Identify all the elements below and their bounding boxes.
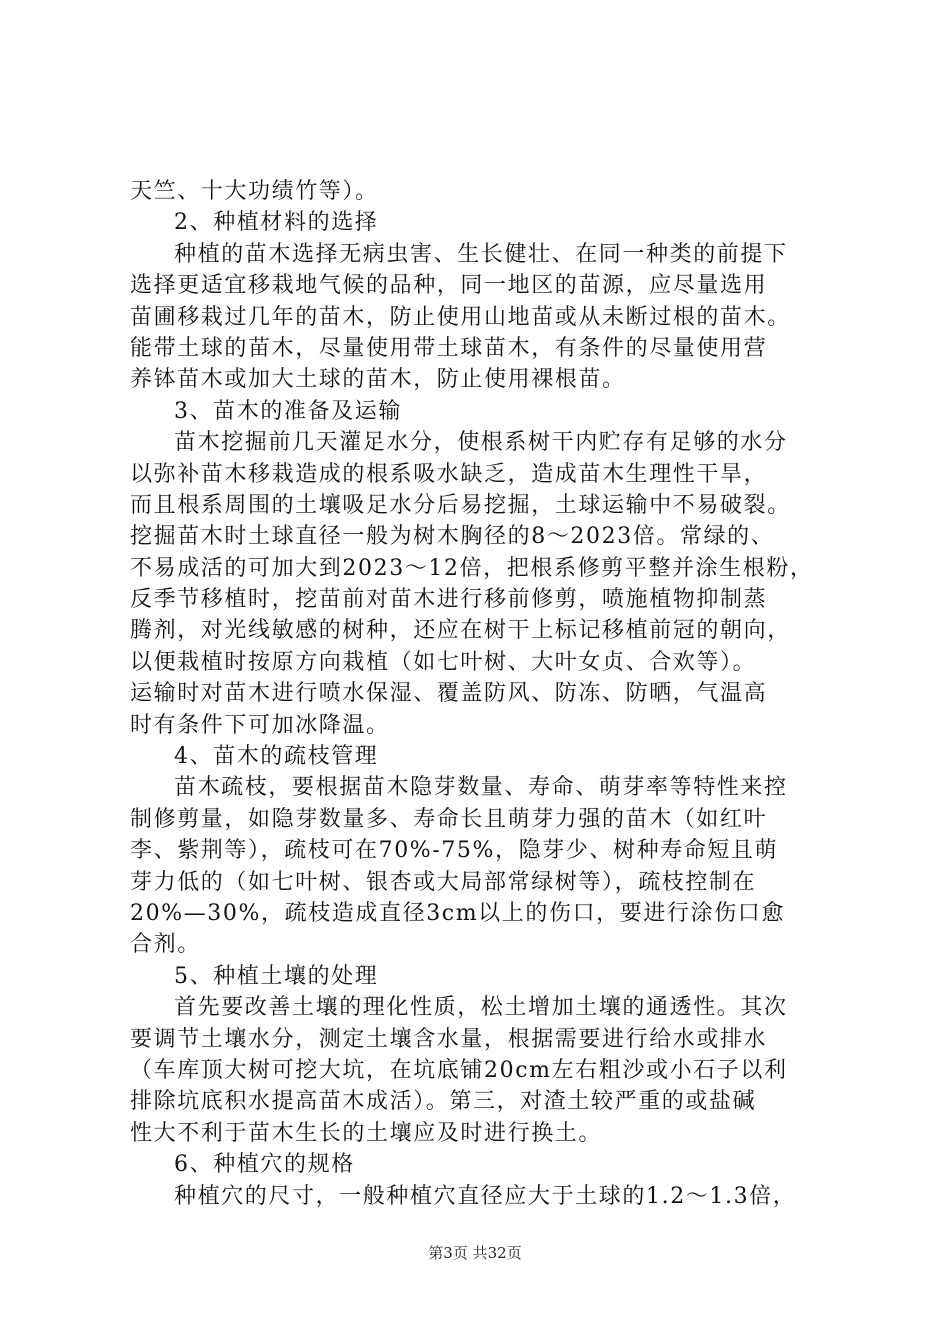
text-line: 挖掘苗木时土球直径一般为树木胸径的8～2023倍。常绿的、 xyxy=(130,524,775,550)
text-line: 合剂。 xyxy=(130,932,201,958)
text-line: 要调节土壤水分，测定土壤含水量，根据需要进行给水或排水 xyxy=(130,1026,768,1052)
text-line: 养钵苗木或加大土球的苗木，防止使用裸根苗。 xyxy=(130,367,626,393)
text-line: 4、苗木的疏枝管理 xyxy=(174,744,379,770)
text-line: 苗圃移栽过几年的苗木，防止使用山地苗或从未断过根的苗木。 xyxy=(130,304,791,330)
text-line: 6、种植穴的规格 xyxy=(174,1152,355,1178)
text-line: 2、种植材料的选择 xyxy=(174,210,379,236)
text-line: 制修剪量，如隐芽数量多、寿命长且萌芽力强的苗木（如红叶 xyxy=(130,806,768,832)
text-line: 以弥补苗木移栽造成的根系吸水缺乏，造成苗木生理性干旱， xyxy=(130,461,768,487)
text-line: 以便栽植时按原方向栽植（如七叶树、大叶女贞、合欢等）。 xyxy=(130,649,757,675)
text-line: 反季节移植时，挖苗前对苗木进行移前修剪，喷施植物抑制蒸 xyxy=(130,587,768,613)
text-line: 种植的苗木选择无病虫害、生长健壮、在同一种类的前提下 xyxy=(174,241,788,267)
text-line: 性大不利于苗木生长的土壤应及时进行换土。 xyxy=(130,1120,603,1146)
text-line: 选择更适宜移栽地气候的品种，同一地区的苗源，应尽量选用 xyxy=(130,273,768,299)
body-text xyxy=(130,176,850,1212)
text-line: 天竺、十大功绩竹等）。 xyxy=(130,179,379,204)
text-line: 时有条件下可加冰降温。 xyxy=(130,712,390,738)
text-line: 苗木挖掘前几天灌足水分，使根系树干内贮存有足够的水分 xyxy=(174,430,788,456)
text-line: 腾剂，对光线敏感的树种，还应在树干上标记移植前冠的朝向， xyxy=(130,618,791,644)
text-line: 排除坑底积水提高苗木成活）。第三，对渣土较严重的或盐碱 xyxy=(130,1089,757,1115)
text-line: （车库顶大树可挖大坑，在坑底铺20cm左右粗沙或小石子以利 xyxy=(130,1057,788,1083)
text-line: 而且根系周围的土壤吸足水分后易挖掘，土球运输中不易破裂。 xyxy=(130,492,791,518)
text-line: 不易成活的可加大到2023～12倍，把根系修剪平整并涂生根粉， xyxy=(130,555,814,581)
text-line: 能带土球的苗木，尽量使用带土球苗木，有条件的尽量使用营 xyxy=(130,335,768,361)
text-line: 首先要改善土壤的理化性质，松土增加土壤的通透性。其次 xyxy=(174,995,788,1021)
text-line: 运输时对苗木进行喷水保湿、覆盖防风、防冻、防晒，气温高 xyxy=(130,681,768,707)
text-line: 芽力低的（如七叶树、银杏或大局部常绿树等），疏枝控制在 xyxy=(130,869,757,895)
text-line: 20%—30%，疏枝造成直径3cm以上的伤口，要进行涂伤口愈 xyxy=(130,900,785,926)
text-line: 3、苗木的准备及运输 xyxy=(174,398,402,424)
text-line: 5、种植土壤的处理 xyxy=(174,963,379,989)
text-line: 苗木疏枝，要根据苗木隐芽数量、寿命、萌芽率等特性来控 xyxy=(174,775,788,801)
text-line: 李、紫荆等），疏枝可在70%-75%，隐芽少、树种寿命短且萌 xyxy=(130,838,779,864)
page-footer: 第3页 共32页 xyxy=(428,1244,522,1262)
text-line: 种植穴的尺寸，一般种植穴直径应大于土球的1.2～1.3倍， xyxy=(174,1183,797,1209)
